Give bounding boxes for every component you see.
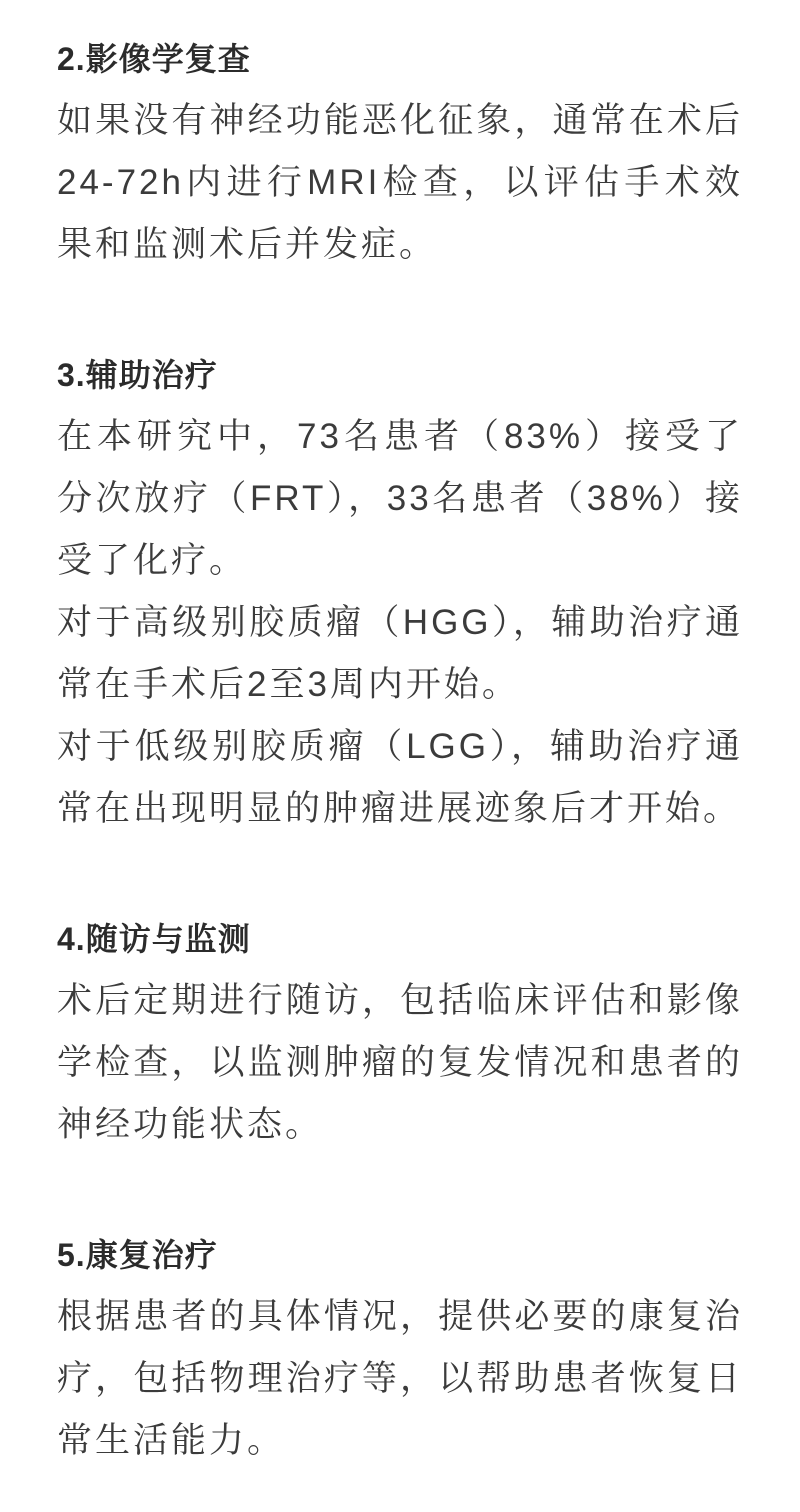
paragraph: 在本研究中，73名患者（83%）接受了分次放疗（FRT），33名患者（38%）接受了化疗。 xyxy=(57,417,743,580)
section-heading: 3.辅助治疗 xyxy=(57,357,218,393)
section-imaging-review xyxy=(57,28,743,276)
section-rehabilitation xyxy=(57,1224,743,1472)
paragraph: 对于低级别胶质瘤（LGG），辅助治疗通常在出现明显的肿瘤进展迹象后才开始。 xyxy=(57,727,743,828)
section-heading: 2.影像学复查 xyxy=(57,41,251,77)
section-heading: 4.随访与监测 xyxy=(57,921,251,957)
section-heading: 5.康复治疗 xyxy=(57,1237,218,1273)
section-follow-up-monitoring xyxy=(57,908,743,1156)
paragraph: 如果没有神经功能恶化征象，通常在术后24-72h内进行MRI检查，以评估手术效果和监测术后并发症。 xyxy=(57,101,743,264)
paragraph: 术后定期进行随访，包括临床评估和影像学检查，以监测肿瘤的复发情况和患者的神经功能状态。 xyxy=(57,981,743,1144)
paragraph: 根据患者的具体情况，提供必要的康复治疗，包括物理治疗等，以帮助患者恢复日常生活能力。 xyxy=(57,1297,743,1460)
paragraph: 对于高级别胶质瘤（HGG），辅助治疗通常在手术后2至3周内开始。 xyxy=(57,603,743,704)
section-adjuvant-therapy xyxy=(57,344,743,840)
